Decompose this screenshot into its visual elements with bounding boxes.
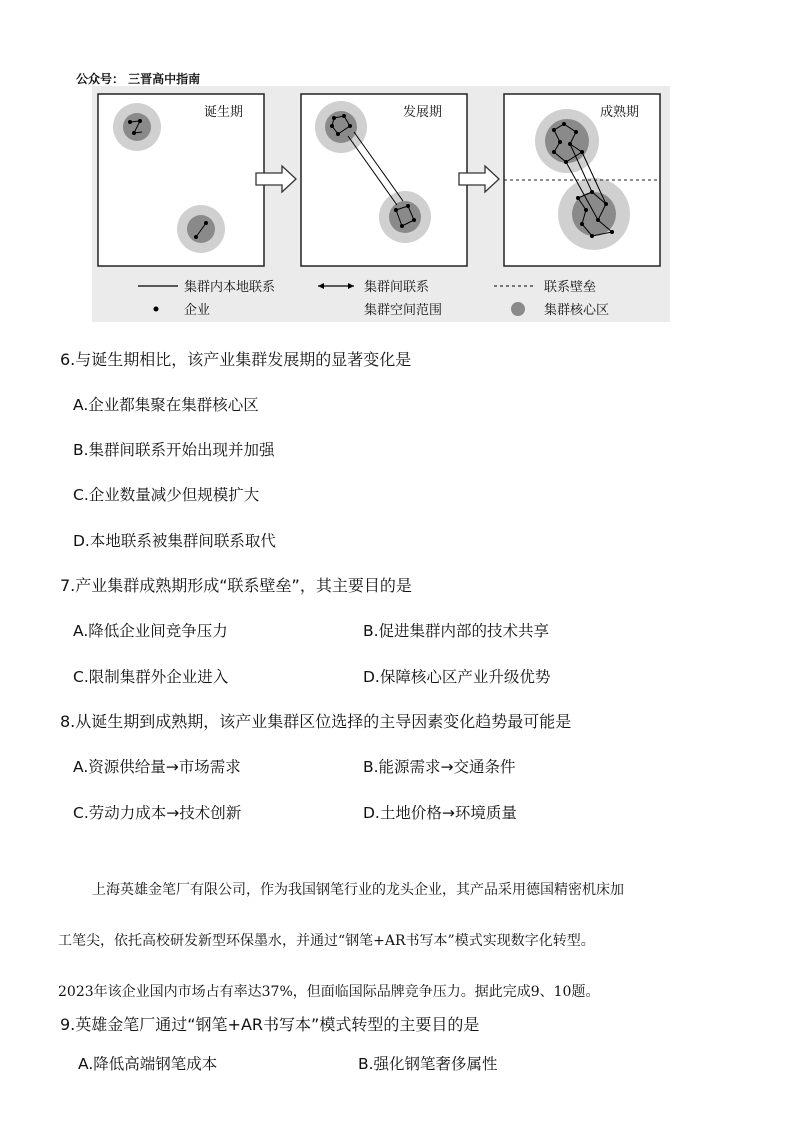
q7-option-c[interactable]: C.限制集群外企业进入 — [73, 668, 229, 686]
q9-option-b[interactable]: B.强化钢笔奢侈属性 — [358, 1055, 498, 1073]
q6-option-b[interactable]: B.集群间联系开始出现并加强 — [73, 441, 275, 459]
stage-birth-panel — [98, 94, 264, 266]
passage-line-3: 2023年该企业国内市场占有率达37%，但面临国际品牌竞争压力。据此完成9、10题。 — [58, 984, 600, 1000]
stage-birth-label: 诞生期 — [204, 105, 244, 120]
q8-option-d[interactable]: D.土地价格→环境质量 — [363, 804, 517, 822]
legend-range: 集群空间范围 — [364, 303, 443, 318]
q6-option-a[interactable]: A.企业都集聚在集群核心区 — [73, 396, 259, 414]
q8-option-c[interactable]: C.劳动力成本→技术创新 — [73, 804, 242, 822]
legend-inter-link: 集群间联系 — [364, 280, 430, 295]
stage-mature-panel — [504, 94, 660, 266]
cluster-stages-diagram — [92, 86, 670, 322]
legend-barrier: 联系壁垒 — [544, 280, 597, 295]
question-9-stem: 9.英雄金笔厂通过“钢笔+AR书写本”模式转型的主要目的是 — [60, 1015, 480, 1034]
legend-local-link: 集群内本地联系 — [184, 280, 276, 295]
passage-line-1: 上海英雄金笔厂有限公司，作为我国钢笔行业的龙头企业，其产品采用德国精密机床加 — [92, 882, 624, 898]
legend-core: 集群核心区 — [544, 303, 610, 318]
question-8-stem: 8.从诞生期到成熟期，该产业集群区位选择的主导因素变化趋势最可能是 — [60, 712, 572, 731]
question-6-stem: 6.与诞生期相比，该产业集群发展期的显著变化是 — [60, 350, 412, 369]
q7-option-b[interactable]: B.促进集群内部的技术共享 — [363, 622, 550, 640]
stage-growth-panel — [301, 94, 467, 266]
q6-option-c[interactable]: C.企业数量减少但规模扩大 — [73, 486, 260, 504]
watermark: 公众号： 三晋高中指南 — [76, 72, 201, 86]
q9-option-a[interactable]: A.降低高端钢笔成本 — [78, 1055, 218, 1073]
passage-line-2: 工笔尖，依托高校研发新型环保墨水，并通过“钢笔+AR书写本”模式实现数字化转型。 — [58, 933, 595, 949]
legend-enterprise: 企业 — [184, 303, 211, 318]
stage-growth-label: 发展期 — [403, 105, 443, 120]
question-7-stem: 7.产业集群成熟期形成“联系壁垒”，其主要目的是 — [60, 576, 412, 595]
q7-option-d[interactable]: D.保障核心区产业升级优势 — [363, 668, 551, 686]
q7-option-a[interactable]: A.降低企业间竞争压力 — [73, 622, 228, 640]
q8-option-a[interactable]: A.资源供给量→市场需求 — [73, 758, 241, 776]
q6-option-d[interactable]: D.本地联系被集群间联系取代 — [73, 532, 276, 550]
q8-option-b[interactable]: B.能源需求→交通条件 — [363, 758, 516, 776]
stage-mature-label: 成熟期 — [600, 105, 640, 120]
